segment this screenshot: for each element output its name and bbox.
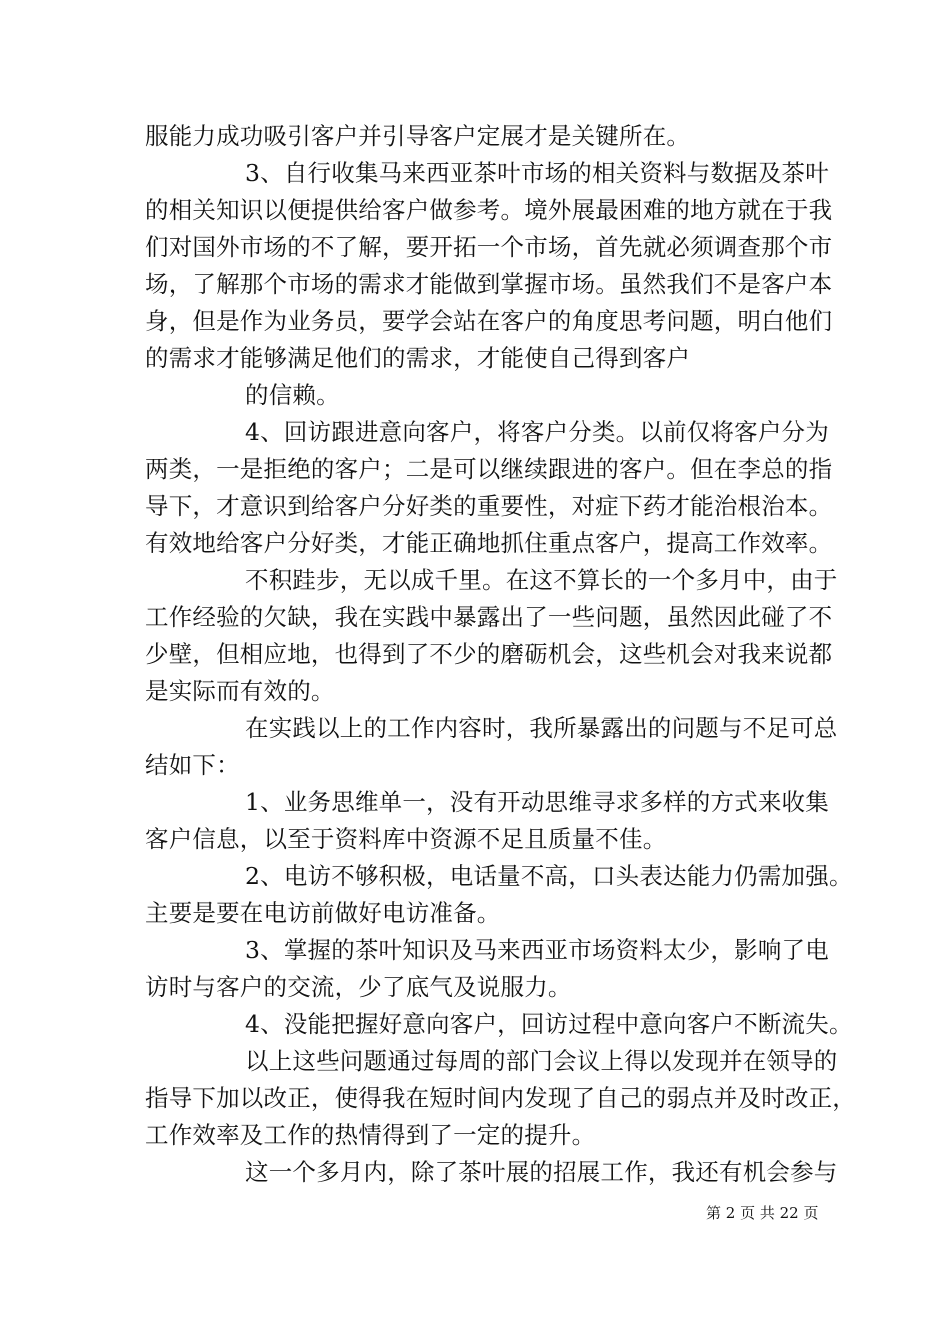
text-line: 主要是要在电访前做好电访准备。 — [145, 899, 501, 927]
text-line: 的需求才能够满足他们的需求，才能使自己得到客户 — [145, 344, 691, 372]
text-line: 以上这些问题通过每周的部门会议上得以发现并在领导的 — [245, 1047, 838, 1075]
text-line: 1、业务思维单一，没有开动思维寻求多样的方式来收集 — [245, 788, 829, 816]
text-line: 身，但是作为业务员，要学会站在客户的角度思考问题，明白他们 — [145, 307, 833, 335]
text-line: 2、电访不够积极，电话量不高，口头表达能力仍需加强。 — [245, 862, 853, 890]
text-line: 有效地给客户分好类，才能正确地抓住重点客户，提高工作效率。 — [145, 529, 833, 557]
text-line: 4、没能把握好意向客户，回访过程中意向客户不断流失。 — [245, 1010, 853, 1038]
text-line: 们对国外市场的不了解，要开拓一个市场，首先就必须调查那个市 — [145, 233, 833, 261]
text-line: 在实践以上的工作内容时，我所暴露出的问题与不足可总 — [245, 714, 838, 742]
text-line: 指导下加以改正，使得我在短时间内发现了自己的弱点并及时改正， — [145, 1084, 856, 1112]
text-line: 3、自行收集马来西亚茶叶市场的相关资料与数据及茶叶 — [245, 159, 829, 187]
text-line: 的信赖。 — [245, 381, 340, 409]
text-line: 4、回访跟进意向客户，将客户分类。以前仅将客户分为 — [245, 418, 829, 446]
text-line: 的相关知识以便提供给客户做参考。境外展最困难的地方就在于我 — [145, 196, 833, 224]
text-line: 导下，才意识到给客户分好类的重要性，对症下药才能治根治本。 — [145, 492, 833, 520]
text-line: 场，了解那个市场的需求才能做到掌握市场。虽然我们不是客户本 — [145, 270, 833, 298]
text-line: 不积跬步，无以成千里。在这不算长的一个多月中，由于 — [245, 566, 838, 594]
text-line: 结如下： — [145, 751, 240, 779]
text-line: 少壁，但相应地，也得到了不少的磨砺机会，这些机会对我来说都 — [145, 640, 833, 668]
text-line: 是实际而有效的。 — [145, 677, 335, 705]
text-line: 3、掌握的茶叶知识及马来西亚市场资料太少，影响了电 — [245, 936, 829, 964]
page-number: 第 2 页 共 22 页 — [706, 1204, 819, 1222]
text-line: 两类，一是拒绝的客户；二是可以继续跟进的客户。但在李总的指 — [145, 455, 833, 483]
text-line: 客户信息，以至于资料库中资源不足且质量不佳。 — [145, 825, 667, 853]
text-line: 工作经验的欠缺，我在实践中暴露出了一些问题，虽然因此碰了不 — [145, 603, 833, 631]
text-line: 服能力成功吸引客户并引导客户定展才是关键所在。 — [145, 122, 691, 150]
text-line: 这一个多月内，除了茶叶展的招展工作，我还有机会参与 — [245, 1158, 838, 1186]
text-line: 工作效率及工作的热情得到了一定的提升。 — [145, 1121, 596, 1149]
text-line: 访时与客户的交流，少了底气及说服力。 — [145, 973, 572, 1001]
